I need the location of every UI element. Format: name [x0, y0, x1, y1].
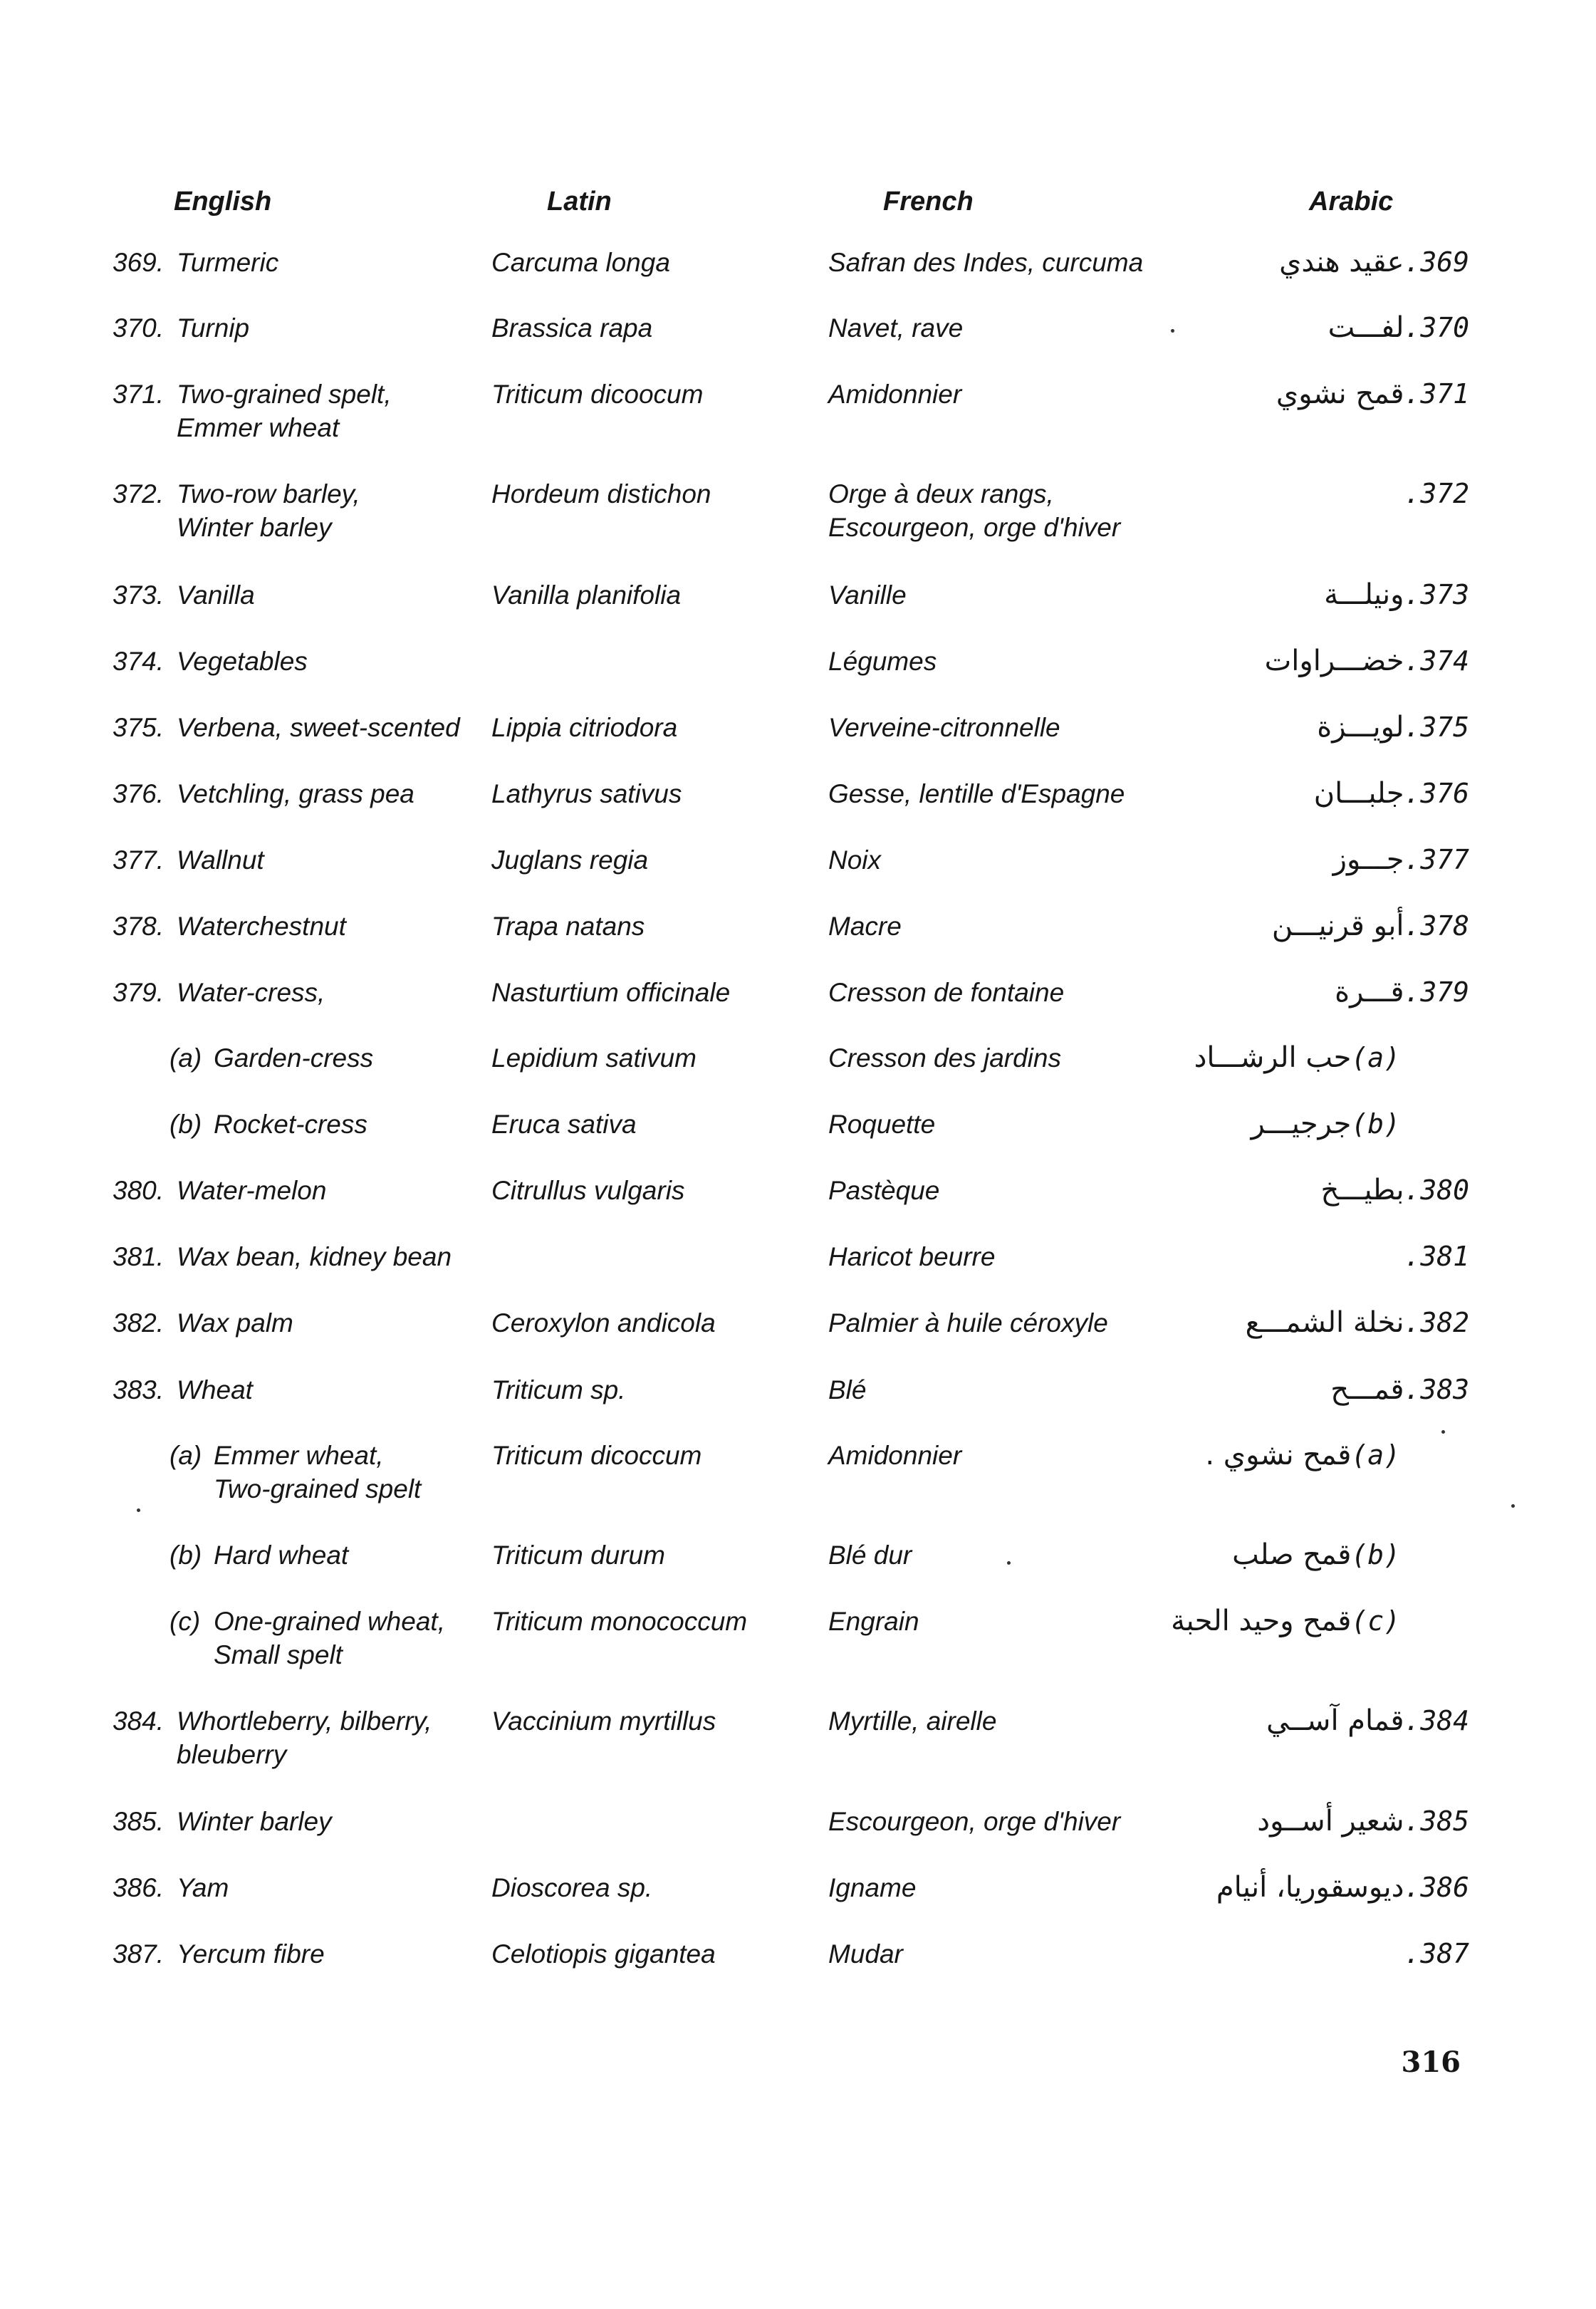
- english-term: Two-grained spelt, Emmer wheat: [177, 380, 392, 442]
- latin-name: Carcuma longa: [491, 248, 670, 277]
- french-term: Safran des Indes, curcuma: [828, 248, 1144, 277]
- entry-number: 375.: [113, 713, 165, 742]
- arabic-entry-number: .383: [1404, 1374, 1469, 1405]
- french-term: Haricot beurre: [828, 1242, 996, 1271]
- arabic-entry-number: .374: [1404, 645, 1469, 677]
- entry-number: 371.: [113, 380, 165, 409]
- latin-name: Triticum monococcum: [491, 1607, 748, 1636]
- table-row: [0, 909, 1596, 974]
- table-row: [0, 246, 1596, 310]
- table-row: [0, 711, 1596, 775]
- english-term: Wax bean, kidney bean: [177, 1242, 452, 1271]
- arabic-text: لويـــزة: [1308, 711, 1404, 744]
- entry-number: 386.: [113, 1873, 165, 1902]
- arabic-text: أبو قرنيـــن: [1263, 909, 1404, 942]
- header-french: French: [883, 187, 974, 217]
- arabic-term: [1404, 477, 1469, 511]
- entry-number: 385.: [113, 1807, 165, 1836]
- entry-number: 377.: [113, 845, 165, 875]
- table-row: [0, 1538, 1596, 1602]
- arabic-text: قمح وحيد الحبة: [1162, 1605, 1352, 1637]
- arabic-text: قمح نشوي .: [1196, 1439, 1352, 1471]
- arabic-term: [1270, 246, 1469, 279]
- english-term: Turnip: [177, 313, 250, 343]
- english-term: Water-melon: [177, 1176, 327, 1205]
- latin-name: Brassica rapa: [491, 313, 653, 343]
- table-row: [0, 1041, 1596, 1105]
- arabic-sub-term: [1223, 1538, 1400, 1572]
- entry-number: 376.: [113, 779, 165, 808]
- english-term: Hard wheat: [214, 1541, 349, 1570]
- english-term: Whortleberry, bilberry, bleuberry: [177, 1706, 432, 1769]
- latin-name: Dioscorea sp.: [491, 1873, 653, 1902]
- entry-number: 387.: [113, 1939, 165, 1969]
- arabic-text: قـــرة: [1325, 976, 1404, 1008]
- entry-sub-letter: (a): [169, 1043, 202, 1073]
- entry-sub-letter: (a): [169, 1441, 202, 1470]
- french-term: Cresson de fontaine: [828, 978, 1065, 1007]
- arabic-term: [1207, 1871, 1469, 1904]
- entry-number: 379.: [113, 978, 165, 1007]
- latin-name: Celotiopis gigantea: [491, 1939, 716, 1969]
- english-term: Rocket-cress: [214, 1110, 367, 1139]
- arabic-sub-letter: (a): [1351, 1439, 1400, 1471]
- french-term: Escourgeon, orge d'hiver: [828, 1807, 1121, 1836]
- french-term: Orge à deux rangs, Escourgeon, orge d'hiver: [828, 479, 1121, 542]
- french-term: Palmier à huile céroxyle: [828, 1308, 1108, 1338]
- arabic-entry-number: .376: [1404, 778, 1469, 809]
- arabic-entry-number: .387: [1404, 1938, 1469, 1969]
- arabic-text: نخلة الشمـــع: [1236, 1306, 1404, 1339]
- arabic-entry-number: .370: [1404, 312, 1469, 343]
- arabic-text: قمح نشوي: [1267, 377, 1404, 410]
- arabic-text: جرجيـــر: [1241, 1107, 1352, 1140]
- entry-number: 378.: [113, 912, 165, 941]
- table-row: [0, 311, 1596, 375]
- arabic-text: بطيـــخ: [1311, 1174, 1404, 1206]
- french-term: Légumes: [828, 647, 937, 676]
- arabic-sub-letter: (b): [1351, 1108, 1400, 1140]
- table-row: [0, 477, 1596, 541]
- english-term: Vegetables: [177, 647, 308, 676]
- french-term: Amidonnier: [828, 380, 962, 409]
- arabic-entry-number: .375: [1404, 712, 1469, 743]
- table-row: [0, 1107, 1596, 1172]
- arabic-term: [1324, 843, 1469, 877]
- entry-sub-letter: (b): [169, 1110, 202, 1139]
- speck: [1171, 329, 1174, 333]
- english-term: Emmer wheat, Two-grained spelt: [214, 1441, 422, 1503]
- arabic-text: قمح صلب: [1223, 1538, 1352, 1571]
- french-term: Engrain: [828, 1607, 919, 1636]
- latin-name: Triticum sp.: [491, 1375, 626, 1404]
- arabic-entry-number: .369: [1404, 246, 1469, 278]
- entry-number: 384.: [113, 1706, 165, 1736]
- table-row: [0, 1240, 1596, 1304]
- latin-name: Lepidium sativum: [491, 1043, 697, 1073]
- english-term: Verbena, sweet-scented: [177, 713, 460, 742]
- table-row: [0, 1373, 1596, 1437]
- french-term: Vanille: [828, 580, 907, 610]
- arabic-term: [1322, 1373, 1469, 1407]
- arabic-entry-number: .385: [1404, 1805, 1469, 1837]
- header-english: English: [174, 187, 272, 217]
- english-term: Wheat: [177, 1375, 253, 1404]
- arabic-term: [1404, 1240, 1469, 1273]
- entry-number: 383.: [113, 1375, 165, 1404]
- latin-name: Triticum durum: [491, 1541, 665, 1570]
- arabic-term: [1248, 1805, 1469, 1838]
- latin-name: Citrullus vulgaris: [491, 1176, 685, 1205]
- table-row: [0, 1805, 1596, 1869]
- table-row: [0, 578, 1596, 642]
- arabic-term: [1308, 711, 1469, 744]
- latin-name: Ceroxylon andicola: [491, 1308, 716, 1338]
- latin-name: Vaccinium myrtillus: [491, 1706, 716, 1736]
- french-term: Mudar: [828, 1939, 903, 1969]
- arabic-text: عقيد هندي: [1270, 246, 1404, 278]
- entry-number: 381.: [113, 1242, 165, 1271]
- arabic-text: حب الرشـــاد: [1184, 1041, 1352, 1074]
- page-number: 316: [1401, 2045, 1461, 2079]
- arabic-text: شعير أســود: [1248, 1805, 1404, 1838]
- arabic-entry-number: .377: [1404, 844, 1469, 875]
- french-term: Amidonnier: [828, 1441, 962, 1470]
- english-term: Yam: [177, 1873, 229, 1902]
- entry-sub-letter: (c): [169, 1607, 201, 1636]
- entry-number: 369.: [113, 248, 165, 277]
- french-term: Blé dur: [828, 1541, 912, 1570]
- table-row: [0, 645, 1596, 709]
- entry-number: 380.: [113, 1176, 165, 1205]
- french-term: Navet, rave: [828, 313, 964, 343]
- entry-number: 382.: [113, 1308, 165, 1338]
- table-row: [0, 777, 1596, 841]
- entry-number: 373.: [113, 580, 165, 610]
- latin-name: Juglans regia: [491, 845, 649, 875]
- arabic-sub-letter: (b): [1351, 1539, 1400, 1570]
- arabic-entry-number: .373: [1404, 579, 1469, 610]
- arabic-entry-number: .382: [1404, 1307, 1469, 1338]
- arabic-term: [1404, 1937, 1469, 1971]
- english-term: Vetchling, grass pea: [177, 779, 414, 808]
- french-term: Cresson des jardins: [828, 1043, 1061, 1073]
- english-term: Water-cress,: [177, 978, 325, 1007]
- speck: [137, 1508, 140, 1512]
- latin-name: Lathyrus sativus: [491, 779, 682, 808]
- arabic-term: [1305, 777, 1469, 811]
- arabic-text: جـــوز: [1323, 843, 1404, 876]
- arabic-text: قمـــح: [1321, 1373, 1404, 1406]
- arabic-text: خضـــراوات: [1255, 645, 1404, 677]
- latin-name: Eruca sativa: [491, 1110, 637, 1139]
- french-term: Verveine-citronnelle: [828, 713, 1060, 742]
- french-term: Myrtille, airelle: [828, 1706, 997, 1736]
- english-term: Waterchestnut: [177, 912, 346, 941]
- french-term: Roquette: [828, 1110, 936, 1139]
- arabic-sub-term: [1185, 1041, 1400, 1075]
- arabic-sub-letter: (c): [1351, 1605, 1400, 1637]
- table-row: [0, 377, 1596, 442]
- table-row: [0, 1439, 1596, 1503]
- arabic-entry-number: .384: [1404, 1705, 1469, 1736]
- arabic-entry-number: .380: [1404, 1174, 1469, 1206]
- arabic-entry-number: .371: [1404, 378, 1469, 410]
- header-arabic: Arabic: [1309, 187, 1394, 217]
- arabic-sub-term: [1242, 1107, 1400, 1141]
- speck: [1441, 1430, 1445, 1434]
- english-term: Vanilla: [177, 580, 255, 610]
- table-row: [0, 1704, 1596, 1768]
- arabic-text: لفـــت: [1318, 311, 1404, 344]
- table-row: [0, 1605, 1596, 1669]
- arabic-sub-term: [1162, 1605, 1400, 1638]
- english-term: Wallnut: [177, 845, 264, 875]
- arabic-entry-number: .379: [1404, 976, 1469, 1008]
- table-row: [0, 1174, 1596, 1238]
- arabic-term: [1236, 1306, 1469, 1340]
- arabic-text: ديوسقوريا، أنيام: [1207, 1871, 1404, 1904]
- arabic-text: ونيلـــة: [1315, 578, 1404, 611]
- french-term: Noix: [828, 845, 882, 875]
- arabic-term: [1319, 311, 1469, 345]
- arabic-entry-number: .386: [1404, 1872, 1469, 1903]
- arabic-entry-number: .378: [1404, 910, 1469, 942]
- entry-sub-letter: (b): [169, 1541, 202, 1570]
- latin-name: Nasturtium officinale: [491, 978, 731, 1007]
- latin-name: Vanilla planifolia: [491, 580, 682, 610]
- arabic-entry-number: .381: [1404, 1241, 1469, 1272]
- latin-name: Trapa natans: [491, 912, 645, 941]
- english-term: Wax palm: [177, 1308, 293, 1338]
- french-term: Blé: [828, 1375, 867, 1404]
- arabic-term: [1312, 1174, 1469, 1207]
- english-term: Turmeric: [177, 248, 279, 277]
- arabic-text: جلبـــان: [1305, 777, 1404, 810]
- speck: [1007, 1561, 1011, 1565]
- english-term: One-grained wheat, Small spelt: [214, 1607, 445, 1669]
- arabic-term: [1267, 377, 1469, 411]
- entry-number: 372.: [113, 479, 165, 509]
- table-row: [0, 843, 1596, 907]
- english-term: Garden-cress: [214, 1043, 374, 1073]
- french-term: Igname: [828, 1873, 917, 1902]
- arabic-entry-number: .372: [1404, 478, 1469, 509]
- latin-name: Triticum dicoocum: [491, 380, 704, 409]
- table-row: [0, 976, 1596, 1040]
- english-term: Winter barley: [177, 1807, 332, 1836]
- table-row: [0, 1871, 1596, 1935]
- speck: [1511, 1504, 1515, 1508]
- arabic-sub-letter: (a): [1351, 1042, 1400, 1073]
- table-row: [0, 1937, 1596, 2001]
- table-row: [0, 1306, 1596, 1370]
- arabic-text: قمام آســي: [1257, 1704, 1404, 1737]
- english-term: Two-row barley, Winter barley: [177, 479, 360, 542]
- arabic-term: [1315, 578, 1469, 612]
- arabic-term: [1263, 909, 1469, 943]
- latin-name: Triticum dicoccum: [491, 1441, 702, 1470]
- entry-number: 370.: [113, 313, 165, 343]
- arabic-term: [1256, 645, 1469, 678]
- arabic-term: [1325, 976, 1469, 1009]
- latin-name: Hordeum distichon: [491, 479, 711, 509]
- arabic-sub-term: [1196, 1439, 1400, 1472]
- french-term: Macre: [828, 912, 902, 941]
- english-term: Yercum fibre: [177, 1939, 325, 1969]
- latin-name: Lippia citriodora: [491, 713, 678, 742]
- header-latin: Latin: [547, 187, 612, 217]
- french-term: Gesse, lentille d'Espagne: [828, 779, 1125, 808]
- entry-number: 374.: [113, 647, 165, 676]
- arabic-term: [1257, 1704, 1469, 1738]
- french-term: Pastèque: [828, 1176, 940, 1205]
